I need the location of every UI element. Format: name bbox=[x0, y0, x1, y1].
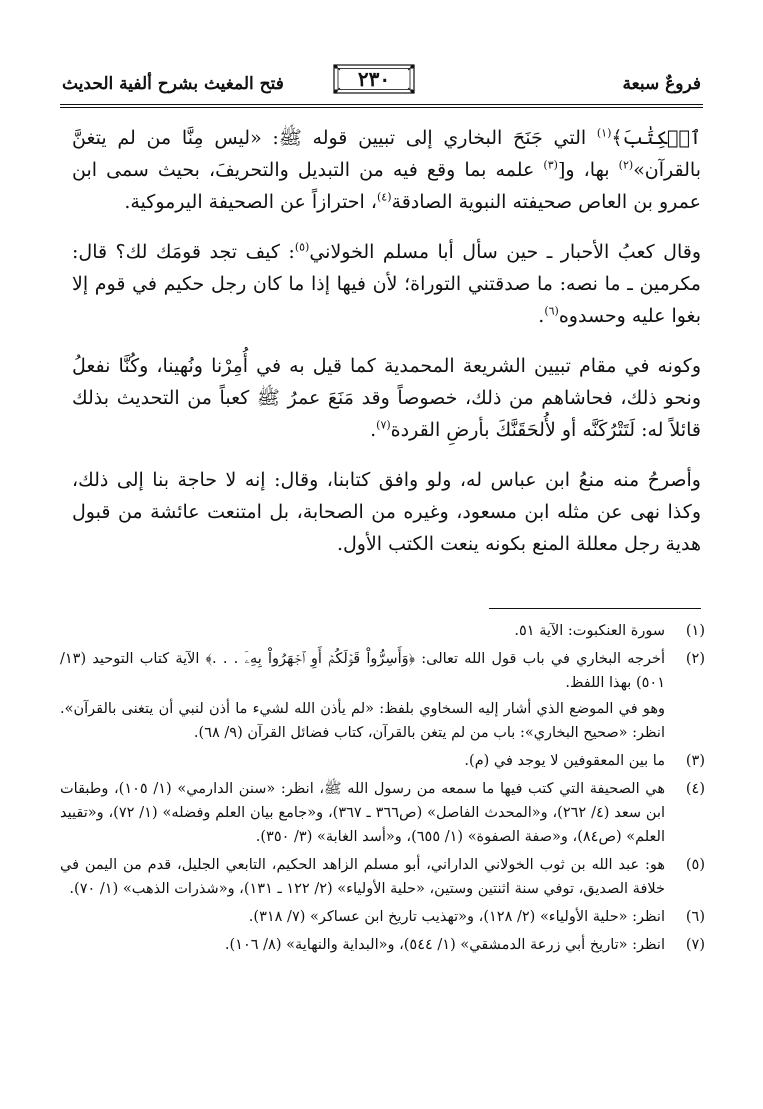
footnote-ref[interactable]: (١) bbox=[596, 126, 612, 140]
paragraph bbox=[72, 236, 701, 332]
footnote-text: سورة العنكبوت: الآية ٥١. bbox=[514, 623, 665, 639]
footnote-text: ما بين المعقوفين لا يوجد في (م). bbox=[464, 753, 665, 769]
footnote-number: (٦) bbox=[685, 909, 705, 925]
footnotes bbox=[60, 619, 705, 961]
footnote-ref[interactable]: (٤) bbox=[377, 190, 392, 204]
footnote-number: (٤) bbox=[685, 781, 705, 797]
footnote-text: أخرجه البخاري في باب قول الله تعالى: ﴿وَأَسِرُّواْ قَوۡلَكُمۡ أَوِ ٱجۡهَرُواْ بِهِۦٓ . . .﴾ الآية كتاب التوحيد (١٣/ ٥٠١) بهذا اللفظ. bbox=[60, 651, 665, 691]
text-run: بها، و[ bbox=[557, 159, 619, 181]
text-run: التي جَنَحَ البخاري إلى تبيين قوله ﷺ: «ليس مِنَّا من لم يتغنَّ بالقرآن» bbox=[72, 127, 702, 181]
footnote bbox=[60, 619, 705, 643]
running-header bbox=[60, 56, 703, 112]
footnote-number: (٣) bbox=[685, 753, 705, 769]
header-rule bbox=[60, 104, 703, 108]
quran-phrase: ٱلۡكِتَٰبَ﴾ bbox=[611, 127, 701, 149]
text-run: . bbox=[370, 419, 377, 441]
text-run: ، احترازاً عن الصحيفة اليرموكية. bbox=[124, 191, 377, 213]
footnote-number: (٥) bbox=[685, 857, 705, 873]
paragraph bbox=[72, 464, 701, 560]
footnote-ref[interactable]: (٣) bbox=[543, 158, 558, 172]
page-number-ornament bbox=[331, 62, 417, 96]
footnote bbox=[60, 853, 705, 901]
footnote-ref[interactable]: (٦) bbox=[544, 304, 559, 318]
text-run: : كيف تجد قومَك لك؟ قال: مكرمين ـ ما نصه: ما صدقتني التوراة؛ لأن فيها إذا ما كان رجل حكيم في قوم إلا بغوا عليه وحسدوه bbox=[72, 241, 701, 327]
footnote bbox=[60, 647, 705, 745]
main-text bbox=[72, 122, 701, 578]
text-run: . bbox=[538, 305, 545, 327]
footnote-text: وهو في الموضع الذي أشار إليه السخاوي بلفظ: «لم يأذن الله لشيء ما أذن لنبي أن يتغنى بالقرآن». انظر: «صحيح البخاري»: باب من لم يتغن بالقرآن، كتاب فضائل القرآن (٩/ ٦٨). bbox=[60, 701, 665, 741]
footnote-ref[interactable]: (٧) bbox=[376, 418, 391, 432]
footnote-number: (٧) bbox=[685, 937, 705, 953]
footnote bbox=[60, 933, 705, 957]
text-run: وكونه في مقام تبيين الشريعة المحمدية كما قيل به في أُمِرْنا ونُهينا، وكُنَّا نفعلُ ونحو ذلك، فحاشاهم من ذلك، خصوصاً وقد مَنَعَ عمرُ ﷺ كعباً من التحديث بذلك قائلاً له: لَتَتْرُكَنَّه أو لأُلحَقَنَّكَ بأرضِ القردة bbox=[72, 355, 701, 441]
footnote-ref[interactable]: (٥) bbox=[294, 240, 310, 254]
footnote bbox=[60, 777, 705, 849]
footnote bbox=[60, 905, 705, 929]
paragraph bbox=[72, 350, 701, 446]
text-run: وأصرحُ منه منعُ ابن عباس له، ولو وافق كتابنا، وقال: إنه لا حاجة بنا إلى ذلك، وكذا نهى عن مثله ابن مسعود، وغيره من الصحابة، بل امتنعت عائشة من قبول هدية رجل معللة المنع بكونه ينعت الكتب الأول. bbox=[72, 469, 701, 555]
footnote-text: هو: عبد الله بن ثوب الخولاني الداراني، أبو مسلم الزاهد الحكيم، التابعي الجليل، قدم من اليمن في خلافة الصديق، توفي سنة اثنتين وستين، «حلية الأولياء» (٢/ ١٢٢ ـ ١٣١)، و«شذرات الذهب» (١/ ٧٠). bbox=[60, 857, 665, 897]
page-number: ٢٣٠ bbox=[357, 67, 391, 91]
footnote-text: انظر: «تاريخ أبي زرعة الدمشقي» (١/ ٥٤٤)، و«البداية والنهاية» (٨/ ١٠٦). bbox=[224, 937, 665, 953]
paragraph bbox=[72, 122, 701, 218]
footnote-text: هي الصحيفة التي كتب فيها ما سمعه من رسول الله ﷺ، انظر: «سنن الدارمي» (١/ ١٠٥)، وطبقات ابن سعد (٤/ ٢٦٢)، و«المحدث الفاصل» (ص٣٦٦ ـ ٣٦٧)، و«جامع بيان العلم وفضله» (١/ ٧٢)، و«تقييد العلم» (ص٨٤)، و«صفة الصفوة» (١/ ٦٥٥)، و«أسد الغابة» (٣/ ٣٥٠). bbox=[60, 781, 666, 845]
book-title: فتح المغيث بشرح ألفية الحديث bbox=[62, 74, 284, 94]
footnote-ref[interactable]: (٢) bbox=[618, 158, 634, 172]
text-run: علمه بما وقع فيه من التبديل والتحريفَ، بحيث سمى ابن عمرو بن العاص صحيفته النبوية الصادقة bbox=[72, 159, 701, 213]
footnote-number: (٢) bbox=[685, 651, 705, 667]
footnote-separator bbox=[489, 608, 701, 609]
footnote bbox=[60, 749, 705, 773]
text-run: وقال كعبُ الأحبار ـ حين سأل أبا مسلم الخولاني bbox=[309, 241, 701, 263]
footnote-number: (١) bbox=[685, 623, 705, 639]
footnote-text: انظر: «حلية الأولياء» (٢/ ١٢٨)، و«تهذيب تاريخ ابن عساكر» (٧/ ٣١٨). bbox=[248, 909, 665, 925]
section-title: فروعٌ سبعة bbox=[622, 74, 701, 94]
